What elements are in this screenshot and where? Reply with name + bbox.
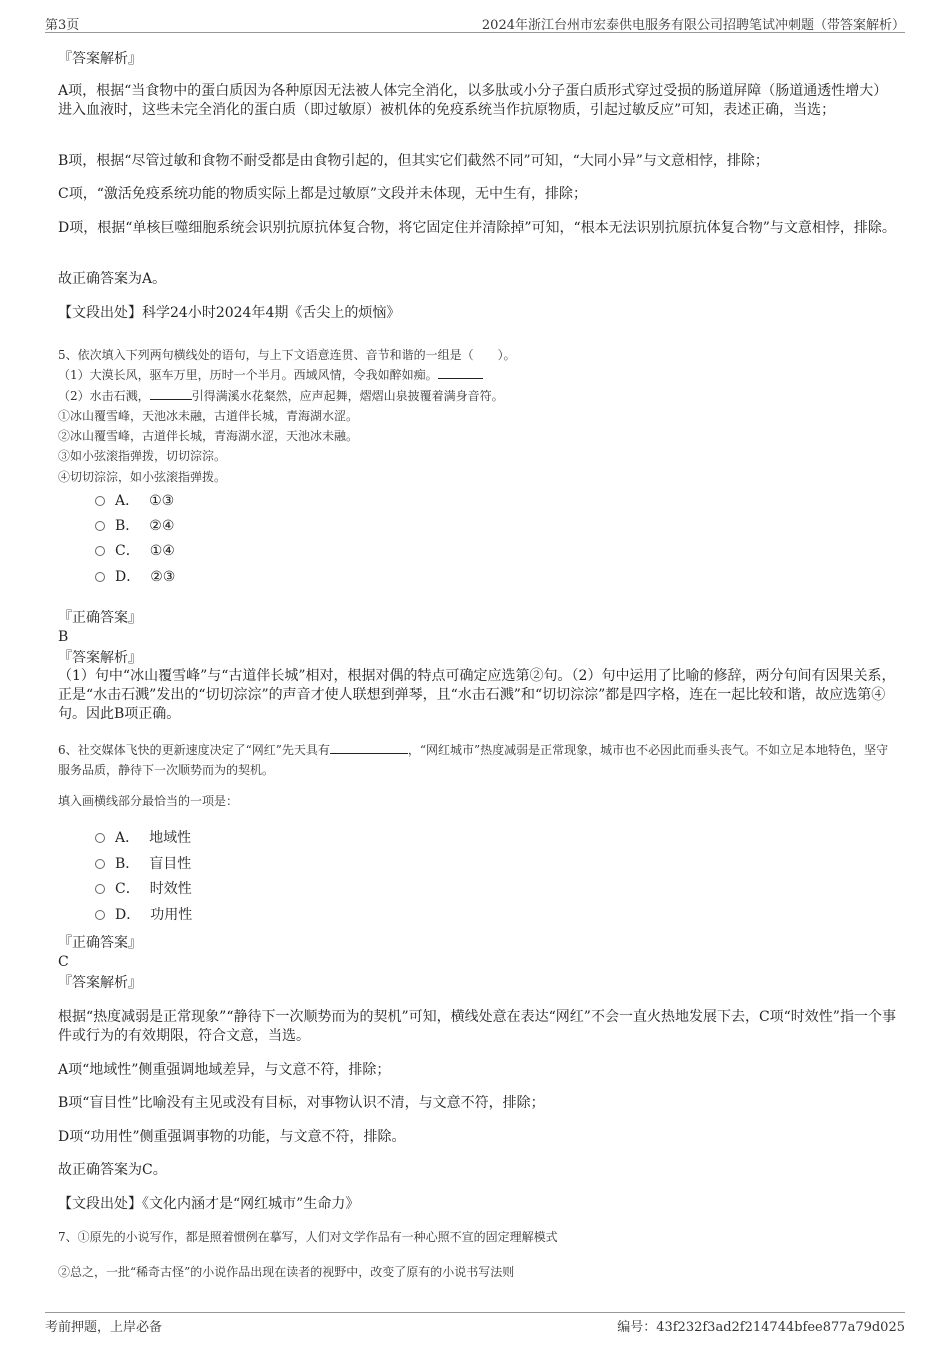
item-4: ④切切淙淙，如小弦滚指弹拨。 [58, 470, 227, 484]
option-c[interactable]: C． 时效性 [95, 880, 192, 899]
analysis-conclusion: 故正确答案为A。 [58, 271, 167, 287]
analysis-option-a: A项，根据“当食物中的蛋白质因为各种原因无法被人体完全消化，以多肽或小分子蛋白质形式穿过受损的肠道屏障（肠道通透性增大）进入血液时，这些未完全消化的蛋白质（即过敏原）被机体的免疫系统当作抗原物质，引起过敏反应”可知，表述正确，当选； [58, 83, 888, 118]
correct-answer: B [58, 629, 69, 645]
page-footer [45, 1312, 905, 1335]
analysis-text: 根据“热度减弱是正常现象”“静待下一次顺势而为的契机”可知，横线处意在表达“网红”不会一直火热地发展下去，C项“时效性”指一个事件或行为的有效期限，符合文意，当选。 [58, 1009, 896, 1044]
radio-icon[interactable] [95, 859, 105, 869]
option-a[interactable]: A． ①③ [95, 492, 174, 511]
radio-icon[interactable] [95, 546, 105, 556]
question-line-1: 7、①原先的小说写作，都是照着惯例在摹写，人们对文学作品有一种心照不宣的固定理解模式 [58, 1230, 558, 1244]
item-3: ③如小弦滚指弹拨，切切淙淙。 [58, 449, 227, 463]
radio-icon[interactable] [95, 572, 105, 582]
analysis-option-b: B项“盲目性”比喻没有主见或没有目标，对事物认识不清，与文意不符，排除； [58, 1095, 545, 1111]
analysis-option-c: C项，“激活免疫系统功能的物质实际上都是过敏原”文段并未体现，无中生有，排除； [58, 186, 588, 202]
radio-icon[interactable] [95, 496, 105, 506]
document-id: 编号：43f232f3ad2f214744bfee877a79d025 [617, 1320, 905, 1335]
document-title: 2024年浙江台州市宏泰供电服务有限公司招聘笔试冲刺题（带答案解析） [481, 18, 905, 33]
item-2: ②冰山覆雪峰，古道伴长城，青海湖水涩，天池冰未融。 [58, 429, 359, 443]
fill-blank [150, 399, 192, 400]
option-d[interactable]: D． 功用性 [95, 906, 192, 925]
footer-slogan: 考前押题，上岸必备 [45, 1320, 163, 1335]
question-line-2: ②总之，一批“稀奇古怪”的小说作品出现在读者的视野中，改变了原有的小说书写法则 [58, 1265, 515, 1279]
correct-answer: C [58, 954, 69, 970]
radio-icon[interactable] [95, 884, 105, 894]
page-number: 第3页 [45, 18, 80, 33]
analysis-option-d: D项，根据“单核巨噬细胞系统会识别抗原抗体复合物，将它固定住并清除掉”可知，“根本无法识别抗原抗体复合物”与文意相悖，排除。 [58, 220, 896, 236]
fill-blank [438, 378, 483, 379]
radio-icon[interactable] [95, 833, 105, 843]
analysis-text: （1）句中“冰山覆雪峰”与“古道伴长城”相对，根据对偶的特点可确定应选第②句。（2）句中运用了比喻的修辞，两分句间有因果关系，正是“水击石溅”发出的“切切淙淙”的声音才使人联想到弹琴，且“水击石溅”和“切切淙淙”都是四字格，连在一起比较和谐，故应选第④句。因此B项正确。 [58, 668, 896, 722]
sentence-1: （1）大漠长风，驱车万里，历时一个半月。西域风情，令我如醉如痴。 [58, 367, 896, 384]
source-citation: 【文段出处】《文化内涵才是“网红城市”生命力》 [58, 1196, 360, 1212]
option-c[interactable]: C． ①④ [95, 542, 175, 561]
answer-label: 『正确答案』 [58, 610, 142, 626]
radio-icon[interactable] [95, 521, 105, 531]
source-citation: 【文段出处】科学24小时2024年4期《舌尖上的烦恼》 [58, 305, 401, 321]
analysis-option-a: A项“地域性”侧重强调地域差异，与文意不符，排除； [58, 1062, 391, 1078]
analysis-option-b: B项，根据“尽管过敏和食物不耐受都是由食物引起的，但其实它们截然不同”可知，“大同小异”与文意相悖，排除； [58, 153, 769, 169]
sentence-2: （2）水击石溅， 引得满溪水花粲然，应声起舞，熠熠山泉披覆着满身音符。 [58, 389, 504, 403]
analysis-conclusion: 故正确答案为C。 [58, 1162, 167, 1178]
option-b[interactable]: B． 盲目性 [95, 855, 191, 874]
question-stem: 5、依次填入下列两句横线处的语句，与上下文语意连贯、音节和谐的一组是（ ）。 [58, 348, 516, 362]
analysis-label: 『答案解析』 [58, 975, 142, 991]
option-a[interactable]: A． 地域性 [95, 829, 191, 848]
page-header [45, 12, 905, 33]
analysis-label: 『答案解析』 [58, 650, 142, 666]
answer-label: 『正确答案』 [58, 935, 142, 951]
option-b[interactable]: B． ②④ [95, 517, 174, 536]
option-d[interactable]: D． ②③ [95, 568, 175, 587]
radio-icon[interactable] [95, 910, 105, 920]
question-prompt: 填入画横线部分最恰当的一项是： [58, 794, 239, 808]
analysis-label: 『答案解析』 [58, 51, 142, 67]
item-1: ①冰山覆雪峰，天池冰未融，古道伴长城，青海湖水涩。 [58, 409, 359, 423]
analysis-option-d: D项“功用性”侧重强调事物的功能，与文意不符，排除。 [58, 1129, 406, 1145]
fill-blank [330, 753, 408, 754]
question-stem: 6、社交媒体飞快的更新速度决定了“网红”先天具有 ，“网红城市”热度减弱是正常现象，城市也不必因此而垂头丧气。不如立足本地特色，坚守服务品质，静待下一次顺势而为的契机。 [58, 743, 889, 777]
